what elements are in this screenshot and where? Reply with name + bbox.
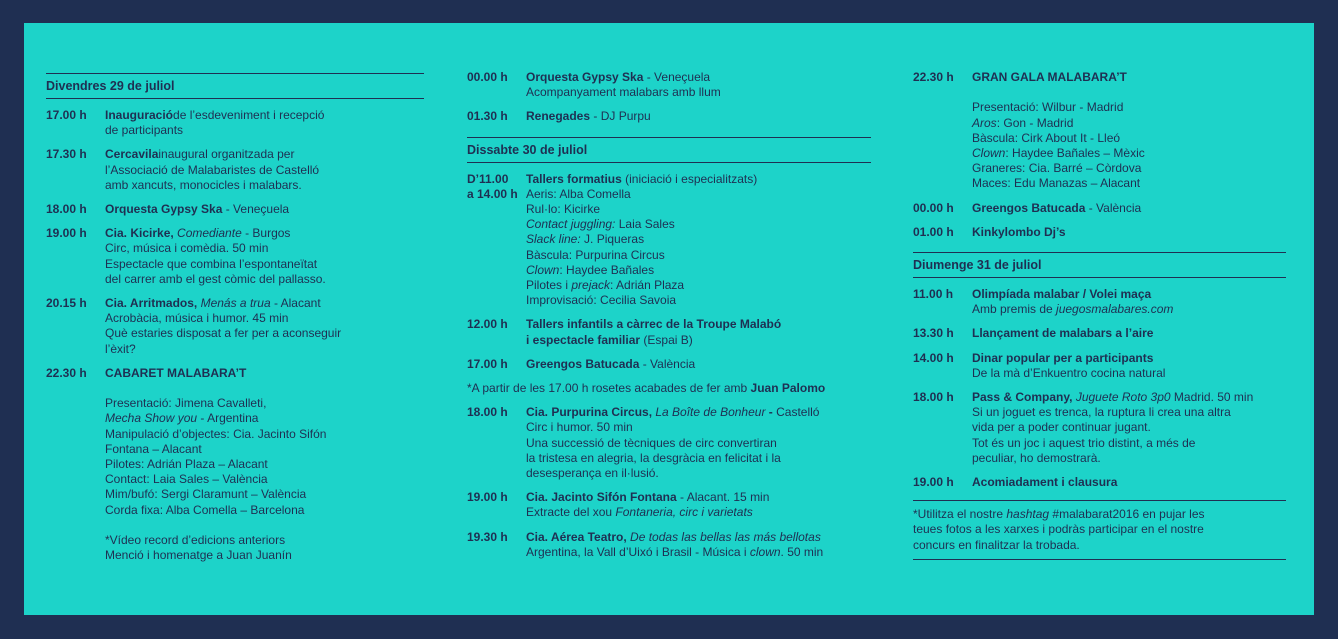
event-line <box>526 317 871 332</box>
event-description <box>105 108 424 138</box>
text-run: Laia Sales <box>615 217 675 232</box>
event-item <box>467 70 871 100</box>
text-run: Aros <box>972 115 997 130</box>
text-run: *Vídeo record d’edicions anteriors <box>105 533 286 548</box>
event-item <box>913 390 1286 466</box>
event-line <box>105 202 424 217</box>
event-line <box>972 100 1286 115</box>
text-run: Pilotes: Adrián Plaza – Alacant <box>105 457 268 472</box>
text-run: de l’esdeveniment i recepció <box>173 108 325 122</box>
event-item <box>467 109 871 124</box>
text-run: - Burgos <box>241 226 291 241</box>
text-run: amb xancuts, monocicles i malabars. <box>105 177 302 192</box>
event-line <box>105 147 424 162</box>
text-run: Clown <box>526 262 560 277</box>
event-item <box>467 172 871 309</box>
event-line <box>526 333 871 348</box>
text-run: #malabarat2016 en pujar les <box>1049 507 1205 522</box>
event-line <box>105 487 424 502</box>
text-run: De todas las bellas las más bellotas <box>626 529 821 544</box>
text-run: Fontaneria, circ i varietats <box>615 505 753 520</box>
event-time: 17.00 h <box>467 356 508 371</box>
text-run: Acompanyament malabars amb llum <box>526 85 721 100</box>
event-line <box>105 257 424 272</box>
event-line <box>972 302 1286 317</box>
event-list <box>913 287 1286 490</box>
event-line <box>105 311 424 326</box>
event-time: 17.30 h <box>46 147 87 162</box>
event-time: 19.00 h <box>46 226 87 241</box>
column-saturday <box>467 23 871 560</box>
text-run: clown <box>749 544 781 559</box>
event-description <box>526 405 871 481</box>
section-title: Divendres 29 de juliol <box>46 79 175 93</box>
text-run: GRAN GALA MALABARA’T <box>972 70 1127 84</box>
event-time: 18.00 h <box>46 202 87 217</box>
text-run: Kinkylombo Dj’s <box>972 224 1066 239</box>
text-run: la tristesa en alegria, la desgràcia en felicitat i la <box>526 450 781 465</box>
event-description <box>105 202 424 217</box>
text-run: teues fotos a les xarxes i podràs participar en el nostre <box>913 522 1204 537</box>
text-run: Greengos Batucada <box>972 200 1086 215</box>
event-line <box>972 351 1286 366</box>
event-line <box>526 466 871 481</box>
event-time: 18.00 h <box>467 405 508 420</box>
event-item <box>467 490 871 520</box>
text-run: inaugural organitzada per <box>158 147 295 162</box>
event-description <box>526 530 871 560</box>
text-run: Juguete Roto 3p0 <box>1072 390 1171 405</box>
event-line <box>105 366 424 381</box>
event-item <box>46 296 424 357</box>
event-line <box>972 366 1286 381</box>
event-time: 14.00 h <box>913 350 954 365</box>
note-text <box>467 381 871 396</box>
event-time: 01.00 h <box>913 224 954 239</box>
event-description <box>526 109 871 124</box>
text-run: Pass & Company, <box>972 390 1073 405</box>
divider <box>913 559 1286 560</box>
event-line <box>526 490 871 505</box>
text-run: Contact juggling: <box>526 217 616 232</box>
text-run: - València <box>1085 200 1142 215</box>
event-description <box>105 366 424 564</box>
event-line <box>972 161 1286 176</box>
text-run: Cia. Arritmados, <box>105 296 198 311</box>
event-item <box>913 326 1286 341</box>
event-line <box>105 296 424 311</box>
text-run: Mim/bufó: Sergi Claramunt – València <box>105 487 307 502</box>
divider <box>913 500 1286 501</box>
event-line <box>526 545 871 560</box>
event-line <box>972 420 1286 435</box>
text-run: - <box>765 405 773 420</box>
divider <box>913 277 1286 278</box>
event-description <box>972 70 1286 192</box>
event-line <box>105 272 424 287</box>
text-run: Bàscula: Cirk About It - Lleó <box>972 130 1121 145</box>
text-run: - Alacant. 15 min <box>676 490 770 505</box>
event-line <box>105 342 424 357</box>
event-list <box>467 70 871 125</box>
text-run: Olimpíada malabar / Volei maça <box>972 287 1152 302</box>
event-line <box>105 108 424 123</box>
event-line <box>105 396 424 411</box>
event-description <box>972 201 1286 216</box>
text-run: Corda fixa: Alba Comella – Barcelona <box>105 502 305 517</box>
event-line <box>105 503 424 518</box>
event-line <box>105 457 424 472</box>
text-run: Tot és un joc i aquest trio distint, a més de <box>972 435 1196 450</box>
text-run: La Boîte de Bonheur <box>652 405 766 420</box>
divider <box>467 162 871 163</box>
text-run: Castelló <box>772 405 820 420</box>
note-line <box>913 507 1286 522</box>
text-run: Presentació: Wilbur - Madrid <box>972 100 1124 115</box>
text-run: : Gon - Madrid <box>996 115 1074 130</box>
event-description <box>526 317 871 347</box>
text-run: CABARET MALABARA’T <box>105 365 247 380</box>
text-run: Acrobàcia, música i humor. 45 min <box>105 311 289 326</box>
event-line <box>105 533 424 548</box>
text-run: (Espai B) <box>640 332 693 347</box>
event-line <box>526 357 871 372</box>
event-line <box>105 427 424 442</box>
text-run: hashtag <box>1006 507 1050 522</box>
text-run: Slack line: <box>526 232 581 247</box>
event-line <box>526 172 871 187</box>
event-description <box>105 147 424 193</box>
event-item <box>913 70 1286 192</box>
event-item <box>913 475 1286 490</box>
text-run: Contact: Laia Sales – València <box>105 472 268 487</box>
event-item <box>913 225 1286 240</box>
event-item <box>46 202 424 217</box>
event-line <box>526 405 871 420</box>
text-run: Graneres: Cia. Barré – Còrdova <box>972 161 1142 176</box>
text-run: peculiar, ho demostrarà. <box>972 450 1101 465</box>
event-item <box>46 147 424 193</box>
text-run: Cia. Aérea Teatro, <box>526 529 627 544</box>
text-run: desesperança en il·lusió. <box>526 466 659 481</box>
text-run: - DJ Purpu <box>590 109 651 124</box>
event-line <box>972 326 1286 341</box>
text-run: Cia. Purpurina Circus, <box>526 405 653 420</box>
text-run: Fontana – Alacant <box>105 441 202 456</box>
text-run: Comediante <box>173 226 242 241</box>
event-line <box>972 405 1286 420</box>
event-list <box>467 172 871 372</box>
text-run: - Alacant <box>270 296 321 311</box>
text-run: : Haydee Bañales <box>559 262 655 277</box>
event-line <box>526 278 871 293</box>
event-line <box>972 201 1286 216</box>
text-run: Tallers infantils a càrrec de la Troupe Malabó <box>526 317 782 332</box>
program-sheet <box>24 23 1314 615</box>
text-run: Una successió de tècniques de circ convertiran <box>526 435 777 450</box>
text-run: Manipulació d’objectes: Cia. Jacinto Sifón <box>105 426 327 441</box>
event-time: 13.30 h <box>913 326 954 341</box>
event-line <box>105 326 424 341</box>
text-run: - València <box>639 356 696 371</box>
text-run: Clown <box>972 146 1006 161</box>
event-line <box>105 442 424 457</box>
text-run: vida per a poder continuar jugant. <box>972 420 1151 435</box>
text-run: . 50 min <box>780 544 824 559</box>
event-description <box>972 390 1286 466</box>
event-item <box>467 530 871 560</box>
text-run: Cercavila <box>105 147 159 162</box>
text-run: (iniciació i especialitzats) <box>621 171 758 186</box>
text-run: Greengos Batucada <box>526 356 640 371</box>
event-description <box>526 70 871 100</box>
text-run: Aeris: Alba Comella <box>526 186 631 201</box>
event-list <box>467 405 871 560</box>
event-line <box>105 226 424 241</box>
text-run: Extracte del xou <box>526 505 616 520</box>
event-description <box>526 172 871 309</box>
text-run: Què estaries disposat a fer per a aconseguir <box>105 326 342 341</box>
event-time: 19.00 h <box>467 490 508 505</box>
text-run: Mecha Show you <box>105 411 198 426</box>
event-description <box>526 490 871 520</box>
text-run: l’èxit? <box>105 341 136 356</box>
text-run: Presentació: Jimena Cavalleti, <box>105 396 267 411</box>
event-time: 00.00 h <box>913 200 954 215</box>
event-time: 19.30 h <box>467 529 508 544</box>
event-line <box>972 475 1286 490</box>
event-item <box>467 357 871 372</box>
text-run: Circ, música i comèdia. 50 min <box>105 241 269 256</box>
event-time: 00.00 h <box>467 70 508 84</box>
event-line <box>526 217 871 232</box>
text-run: Tallers formatius <box>526 171 622 186</box>
event-item <box>913 287 1286 317</box>
text-run: Pilotes i <box>526 278 572 293</box>
text-run: concurs en finalitzar la trobada. <box>913 537 1080 552</box>
hashtag-note <box>913 507 1286 553</box>
text-run: - Argentina <box>197 411 259 426</box>
event-line <box>526 85 871 100</box>
text-run: Madrid. 50 min <box>1170 390 1254 405</box>
event-item <box>46 226 424 287</box>
column-friday <box>46 23 424 563</box>
event-time: 22.30 h <box>913 70 954 84</box>
event-time: 17.00 h <box>46 108 87 122</box>
text-run: i espectacle familiar <box>526 332 641 347</box>
event-line <box>105 518 424 533</box>
event-line <box>105 381 424 396</box>
event-description <box>105 296 424 357</box>
event-list <box>46 108 424 563</box>
event-line <box>972 287 1286 302</box>
text-run: Circ i humor. 50 min <box>526 420 633 435</box>
text-run: Orquesta Gypsy Ska <box>526 70 644 84</box>
text-run: Dinar popular per a participants <box>972 350 1154 365</box>
text-run: prejack <box>571 278 611 293</box>
text-run: Maces: Edu Manazas – Alacant <box>972 176 1141 191</box>
event-line <box>105 472 424 487</box>
text-run: : Haydee Bañales – Mèxic <box>1005 146 1145 161</box>
text-run: Cia. Jacinto Sifón Fontana <box>526 490 677 505</box>
text-run: de participants <box>105 123 184 138</box>
text-run: Argentina, la Vall d’Uixó i Brasil - Música i <box>526 544 750 559</box>
section-title: Dissabte 30 de juliol <box>467 142 588 157</box>
event-line <box>972 436 1286 451</box>
text-run: J. Piqueras <box>580 232 645 247</box>
event-line <box>526 420 871 435</box>
text-run: *A partir de les 17.00 h rosetes acabades de fer amb <box>467 381 751 396</box>
event-list <box>913 70 1286 240</box>
event-item <box>913 201 1286 216</box>
event-line <box>972 116 1286 131</box>
event-item <box>46 108 424 138</box>
event-line <box>105 241 424 256</box>
note-line <box>913 522 1286 537</box>
event-line <box>526 293 871 308</box>
event-line <box>972 131 1286 146</box>
section-title: Diumenge 31 de juliol <box>913 258 1042 273</box>
event-time: 18.00 h <box>913 390 954 405</box>
event-line <box>526 70 871 85</box>
event-line <box>972 176 1286 191</box>
text-run: Si un joguet es trenca, la ruptura li crea una altra <box>972 405 1231 420</box>
event-line <box>526 505 871 520</box>
text-run: Menás a trua <box>197 296 271 311</box>
event-line <box>526 109 871 124</box>
text-run: *Utilitza el nostre <box>913 507 1007 522</box>
event-description <box>972 287 1286 317</box>
event-line <box>526 248 871 263</box>
event-description <box>972 351 1286 381</box>
event-time: 11.00 h <box>913 287 954 302</box>
event-time: 19.00 h <box>913 475 954 490</box>
text-run: Cia. Kicirke, <box>105 226 174 241</box>
event-line <box>972 225 1286 240</box>
event-description <box>105 226 424 287</box>
event-description <box>526 357 871 372</box>
event-line <box>972 70 1286 85</box>
event-line <box>526 530 871 545</box>
event-line <box>526 436 871 451</box>
event-line <box>105 411 424 426</box>
event-item <box>913 351 1286 381</box>
event-item <box>46 366 424 564</box>
text-run: l’Associació de Malabaristes de Castelló <box>105 162 320 177</box>
event-line <box>526 451 871 466</box>
event-line <box>105 178 424 193</box>
event-line <box>526 187 871 202</box>
event-line <box>972 85 1286 100</box>
text-run: juegosmalabares.com <box>1056 302 1174 317</box>
section-saturday <box>467 137 871 560</box>
text-run: Orquesta Gypsy Ska <box>105 202 223 217</box>
event-time: 12.00 h <box>467 317 508 332</box>
text-run: Amb premis de <box>972 302 1057 317</box>
event-item <box>467 317 871 347</box>
text-run: Espectacle que combina l’espontaneïtat <box>105 256 318 271</box>
text-run: del carrer amb el gest còmic del pallasso. <box>105 271 326 286</box>
text-run: Llançament de malabars a l’aire <box>972 326 1154 341</box>
column-sunday <box>913 23 1286 560</box>
event-line <box>526 263 871 278</box>
text-run: Inauguració <box>105 108 174 122</box>
event-line <box>972 390 1286 405</box>
event-item <box>467 405 871 481</box>
text-run: Renegades <box>526 109 591 124</box>
event-line <box>105 123 424 138</box>
text-run: Juan Palomo <box>750 381 826 396</box>
text-run: Acomiadament i clausura <box>972 475 1118 490</box>
event-line <box>526 202 871 217</box>
text-run: - Veneçuela <box>222 202 290 217</box>
text-run: Menció i homenatge a Juan Juanín <box>105 548 292 563</box>
event-time: 22.30 h <box>46 365 87 380</box>
text-run: : Adrián Plaza <box>610 278 685 293</box>
text-run: De la mà d’Enkuentro cocina natural <box>972 365 1166 380</box>
event-description <box>972 225 1286 240</box>
event-time: 01.30 h <box>467 109 508 124</box>
note-line <box>913 538 1286 553</box>
event-description <box>972 475 1286 490</box>
event-line <box>526 232 871 247</box>
event-line <box>972 146 1286 161</box>
event-line <box>105 163 424 178</box>
text-run: Bàscula: Purpurina Circus <box>526 247 665 262</box>
divider <box>46 98 424 99</box>
event-time: D’11.00 a 14.00 h <box>467 171 518 201</box>
event-line <box>105 548 424 563</box>
event-line <box>972 451 1286 466</box>
section-friday <box>46 73 424 563</box>
text-run: Improvisació: Cecilia Savoia <box>526 293 677 308</box>
event-description <box>972 326 1286 341</box>
event-time: 20.15 h <box>46 296 87 311</box>
text-run: - Veneçuela <box>643 70 711 84</box>
section-sunday <box>913 252 1286 560</box>
text-run: Rul·lo: Kicirke <box>526 202 601 217</box>
